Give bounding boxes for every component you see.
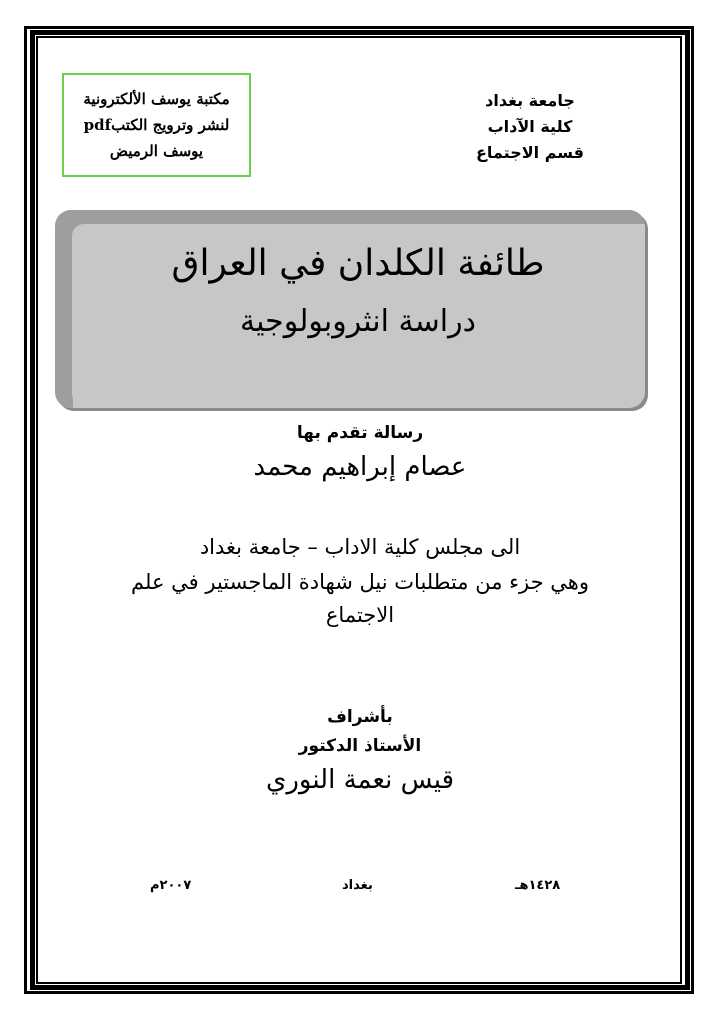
gregorian-date: ٢٠٠٧م	[150, 878, 192, 893]
frame-bar-bottom	[30, 985, 690, 990]
university-header	[470, 88, 590, 166]
university-name: جامعة بغداد	[485, 91, 575, 110]
college-name: كلية الآداب	[487, 117, 573, 136]
submitted-by-label: رسالة تقدم بها	[296, 423, 424, 443]
requirement-line-1: وهي جزء من متطلبات نيل شهادة الماجستير في علم	[131, 570, 589, 594]
library-line-2: لنشر وترويج الكتبpdf	[83, 116, 230, 134]
library-line-3: يوسف الرميض	[109, 142, 204, 160]
frame-bar-right	[685, 30, 690, 990]
author-name: عصام إبراهيم محمد	[253, 452, 467, 482]
supervisor-name: قيس نعمة النوري	[265, 765, 455, 795]
place-name: بغداد	[342, 878, 373, 893]
hijri-date: ١٤٢٨هـ	[515, 878, 561, 893]
thesis-title: طائفة الكلدان في العراق	[171, 243, 545, 284]
thesis-subtitle: دراسة انثروبولوجية	[240, 304, 476, 339]
frame-bar-top	[30, 30, 690, 35]
library-stamp	[62, 73, 251, 177]
frame-bar-left	[30, 30, 35, 990]
council-line: الى مجلس كلية الاداب – جامعة بغداد	[199, 535, 521, 559]
supervision-label: بأشراف	[327, 707, 393, 727]
requirement-line-2: الاجتماع	[325, 603, 395, 627]
department-name: قسم الاجتماع	[476, 143, 584, 162]
library-line-1: مكتبة يوسف الألكترونية	[83, 90, 230, 108]
supervisor-title: الأستاذ الدكتور	[298, 736, 422, 756]
page-border-inner	[36, 36, 682, 984]
